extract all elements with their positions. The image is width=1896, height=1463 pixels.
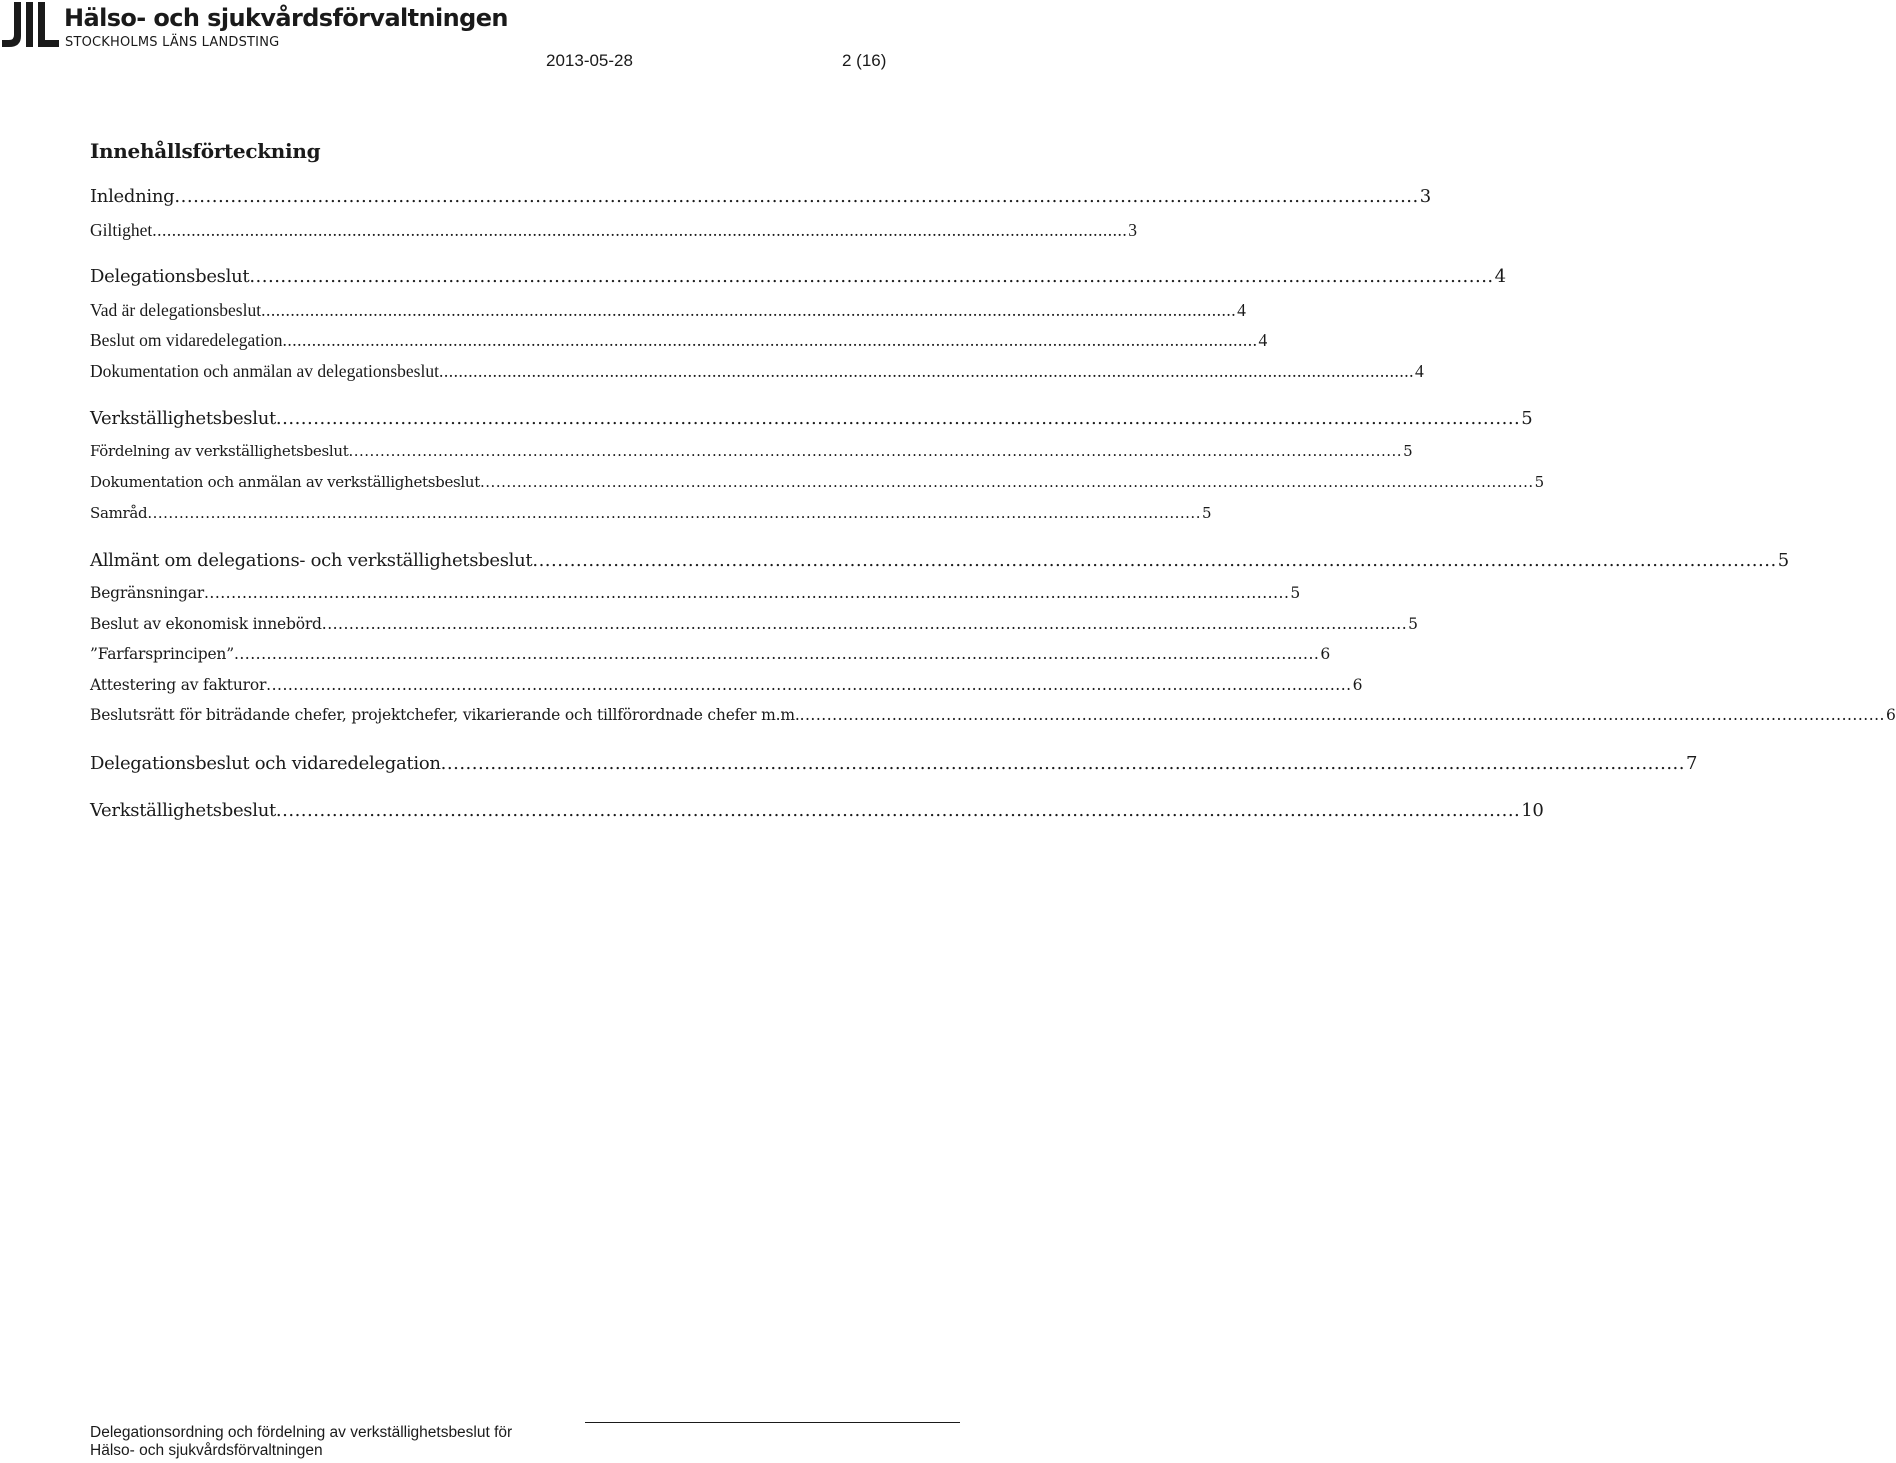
toc-entry-label: Allmänt om delegations- och verkställighetsbeslut [90, 550, 533, 571]
header-logo [0, 0, 520, 50]
toc-leader: ........................................................................................................................................................................................................ [147, 504, 1201, 522]
toc-entry-label: Beslut av ekonomisk innebörd [90, 615, 322, 633]
toc-entry[interactable] [90, 442, 1413, 460]
org-name: Hälso- och sjukvårdsförvaltningen [64, 4, 508, 32]
toc-entry-page: 4 [1414, 361, 1424, 381]
toc-entry[interactable] [90, 186, 1431, 207]
document-date: 2013-05-28 [546, 51, 633, 70]
toc-entry[interactable] [90, 550, 1789, 571]
toc-entry-page: 4 [1237, 300, 1246, 320]
toc-entry-page: 10 [1521, 800, 1544, 821]
toc-entry-label: Inledning [90, 186, 175, 207]
toc-leader: ........................................................................................................................................................................................................ [321, 615, 1408, 633]
toc-entry[interactable] [90, 266, 1506, 287]
toc-entry-page: 5 [1534, 473, 1544, 491]
toc-entry[interactable] [90, 753, 1698, 774]
toc-entry-page: 7 [1686, 753, 1698, 774]
toc-entry[interactable] [90, 584, 1301, 602]
toc-entry[interactable] [90, 504, 1212, 522]
toc-entry-label: Delegationsbeslut [90, 266, 250, 287]
toc-entry[interactable] [90, 800, 1544, 821]
toc-entry[interactable] [90, 408, 1533, 429]
toc-title: Innehållsförteckning [90, 139, 321, 163]
toc-leader: ........................................................................................................................................................................................................ [480, 473, 1534, 491]
toc-entry-page: 5 [1408, 615, 1418, 633]
toc-leader: ........................................................................................................................................................................................................ [440, 753, 1685, 774]
toc-leader: ........................................................................................................................................................................................................ [249, 266, 1494, 287]
toc-leader: ........................................................................................................................................................................................................ [348, 442, 1403, 460]
toc-entry-label: Attestering av fakturor [90, 676, 267, 694]
toc-entry-label: Begränsningar [90, 584, 204, 602]
toc-entry[interactable] [90, 645, 1331, 663]
toc-leader: ........................................................................................................................................................................................................ [532, 550, 1777, 571]
toc-entry-label: Vad är delegationsbeslut [90, 300, 262, 320]
toc-entry[interactable] [90, 473, 1544, 491]
footer-document-title: Delegationsordning och fördelning av verkställighetsbeslut för [90, 1424, 513, 1441]
toc-leader: ........................................................................................................................................................................................................ [174, 186, 1419, 207]
toc-leader: ........................................................................................................................................................................................................ [233, 645, 1320, 663]
toc-entry-page: 5 [1290, 584, 1301, 602]
toc-entry-label: Dokumentation och anmälan av verkställighetsbeslut [90, 473, 481, 491]
toc-entry-label: Verkställighetsbeslut [90, 800, 276, 821]
toc-leader: ........................................................................................................................................................................................................ [438, 361, 1414, 381]
toc-entry-page: 5 [1521, 408, 1533, 429]
footer-organization: Hälso- och sjukvårdsförvaltningen [90, 1442, 323, 1459]
toc-entry-page: 3 [1419, 186, 1431, 207]
toc-entry-label: ”Farfarsprincipen” [90, 645, 234, 663]
toc-entry-label: Samråd [90, 504, 148, 522]
toc-entry-label: Fördelning av verkställighetsbeslut [90, 442, 349, 460]
toc-leader: ........................................................................................................................................................................................................ [261, 300, 1237, 320]
toc-entry-label: Giltighet [90, 220, 153, 240]
toc-leader: ........................................................................................................................................................................................................ [152, 220, 1128, 240]
toc-entry[interactable] [90, 300, 1246, 321]
toc-leader: ........................................................................................................................................................................................................ [203, 584, 1290, 602]
footer-divider [585, 1422, 960, 1423]
toc-entry[interactable] [90, 330, 1268, 351]
toc-entry-label: Beslutsrätt för biträdande chefer, projektchefer, vikarierande och tillförordnade chefer m.m. [90, 706, 800, 724]
toc-entry-page: 6 [1320, 645, 1331, 663]
toc-entry-page: 3 [1128, 220, 1137, 240]
toc-entry[interactable] [90, 220, 1137, 241]
toc-leader: ........................................................................................................................................................................................................ [275, 800, 1521, 821]
org-subtitle: STOCKHOLMS LÄNS LANDSTING [65, 35, 280, 50]
toc-leader: ........................................................................................................................................................................................................ [266, 676, 1352, 694]
toc-entry[interactable] [90, 615, 1418, 633]
toc-entry-page: 4 [1494, 266, 1506, 287]
toc-entry-label: Beslut om vidaredelegation [90, 330, 283, 350]
toc-leader: ........................................................................................................................................................................................................ [282, 330, 1258, 350]
toc-entry-page: 5 [1777, 550, 1789, 571]
toc-leader: ........................................................................................................................................................................................................ [275, 408, 1521, 429]
toc-entry-page: 6 [1885, 706, 1896, 724]
page-number: 2 (16) [842, 51, 887, 70]
toc-leader: ........................................................................................................................................................................................................ [799, 706, 1885, 724]
toc-entry-page: 4 [1258, 330, 1268, 350]
toc-entry[interactable] [90, 361, 1424, 382]
toc-entry-page: 5 [1201, 504, 1212, 522]
toc-entry[interactable] [90, 706, 1896, 724]
toc-entry-label: Verkställighetsbeslut [90, 408, 276, 429]
toc-entry-page: 5 [1403, 442, 1413, 460]
toc-entry-label: Dokumentation och anmälan av delegationsbeslut [90, 361, 439, 381]
toc-entry-page: 6 [1352, 676, 1363, 694]
toc-entry-label: Delegationsbeslut och vidaredelegation [90, 753, 441, 774]
sll-logo-icon [2, 2, 60, 48]
toc-entry[interactable] [90, 676, 1363, 694]
